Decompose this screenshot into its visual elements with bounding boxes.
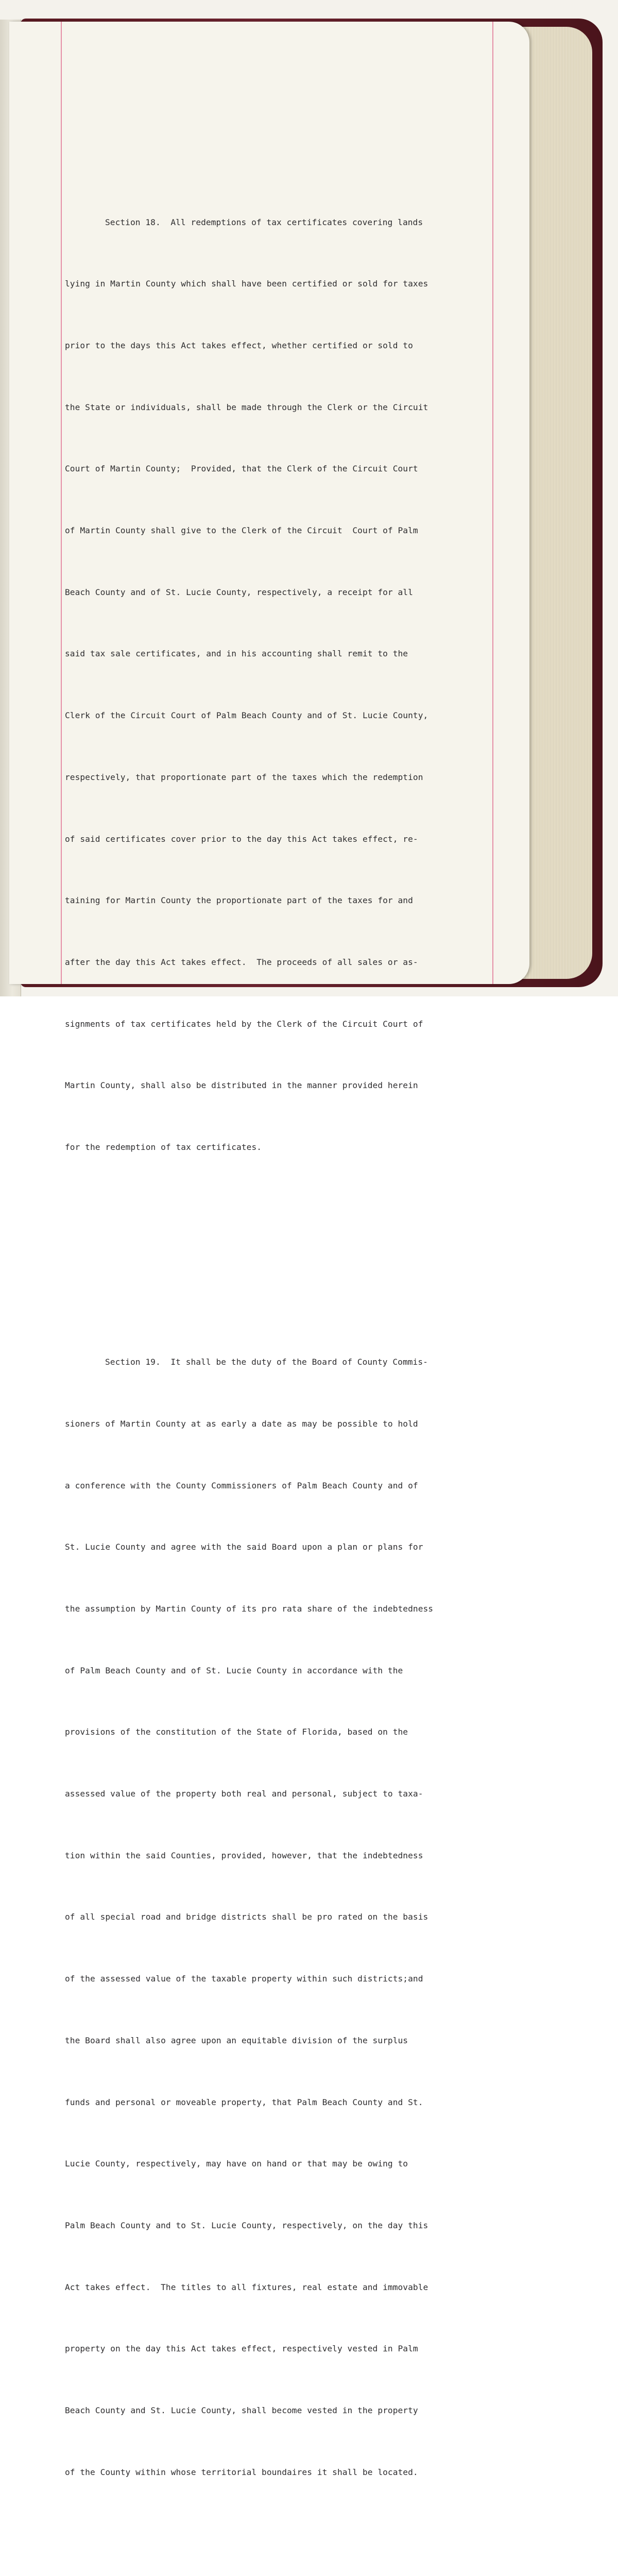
text-line: tion within the said Counties, provided, however, that the indebtedness (65, 1850, 423, 1860)
text-line: provisions of the constitution of the State of Florida, based on the (65, 1727, 408, 1737)
text-line: Palm Beach County and to St. Lucie County, respectively, on the day this (65, 2220, 428, 2230)
text-line: a conference with the County Commissioners of Palm Beach County and of (65, 1480, 418, 1490)
text-line: the assumption by Martin County of its pro rata share of the indebtedness (65, 1603, 434, 1614)
text-line: respectively, that proportionate part of the taxes which the redemption (65, 772, 423, 782)
text-line: taining for Martin County the proportionate part of the taxes for and (65, 895, 413, 906)
text-line: Section 18. All redemptions of tax certificates covering lands (105, 217, 423, 227)
text-line: lying in Martin County which shall have been certified or sold for taxes (65, 279, 428, 289)
text-line: of all special road and bridge districts shall be pro rated on the basis (65, 1912, 428, 1922)
text-line: of the County within whose territorial boundaires it shall be located. (65, 2467, 418, 2477)
text-line: property on the day this Act takes effect, respectively vested in Palm (65, 2344, 418, 2354)
text-line: Court of Martin County; Provided, that the Clerk of the Circuit Court (65, 464, 418, 474)
text-line: Lucie County, respectively, may have on hand or that may be owing to (65, 2159, 408, 2169)
text-line: said tax sale certificates, and in his accounting shall remit to the (65, 649, 408, 659)
text-line: after the day this Act takes effect. The proceeds of all sales or as- (65, 957, 418, 967)
paragraph-gap (65, 2565, 508, 2574)
paragraph-gap (65, 1240, 508, 1249)
text-line: prior to the days this Act takes effect, whether certified or sold to (65, 340, 413, 350)
text-line: Beach County and St. Lucie County, shall become vested in the property (65, 2405, 418, 2416)
text-line: the State or individuals, shall be made through the Clerk or the Circuit (65, 402, 428, 412)
text-line: the Board shall also agree upon an equitable division of the surplus (65, 2035, 408, 2045)
text-line: for the redemption of tax certificates. (65, 1142, 262, 1153)
text-line: assessed value of the property both real and personal, subject to taxa- (65, 1789, 423, 1799)
text-line: of the assessed value of the taxable property within such districts;and (65, 1974, 423, 1984)
typed-text (65, 109, 508, 2576)
ledger-page (9, 22, 529, 2477)
text-line: Beach County and of St. Lucie County, respectively, a receipt for all (65, 587, 413, 597)
text-line: St. Lucie County and agree with the said Board upon a plan or plans for (65, 1542, 423, 1552)
text-line: Act takes effect. The titles to all fixtures, real estate and immovable (65, 2282, 428, 2292)
paragraph-section-19 (65, 1311, 508, 2523)
text-line: of Martin County shall give to the Clerk of the Circuit Court of Palm (65, 526, 418, 536)
text-line: funds and personal or moveable property, that Palm Beach County and St. (65, 2097, 423, 2107)
text-line: Martin County, shall also be distributed in the manner provided herein (65, 1080, 418, 1091)
text-line: of Palm Beach County and of St. Lucie County in accordance with the (65, 1665, 403, 1675)
text-line: Section 19. It shall be the duty of the Board of County Commis- (105, 1357, 428, 1367)
text-line: signments of tax certificates held by the Clerk of the Circuit Court of (65, 1019, 423, 1029)
text-line: of said certificates cover prior to the day this Act takes effect, re- (65, 834, 418, 844)
left-margin-line (61, 22, 62, 984)
text-line: sioners of Martin County at as early a date as may be possible to hold (65, 1418, 418, 1429)
paragraph-section-18 (65, 171, 508, 1199)
text-line: Clerk of the Circuit Court of Palm Beach County and of St. Lucie County, (65, 710, 428, 721)
